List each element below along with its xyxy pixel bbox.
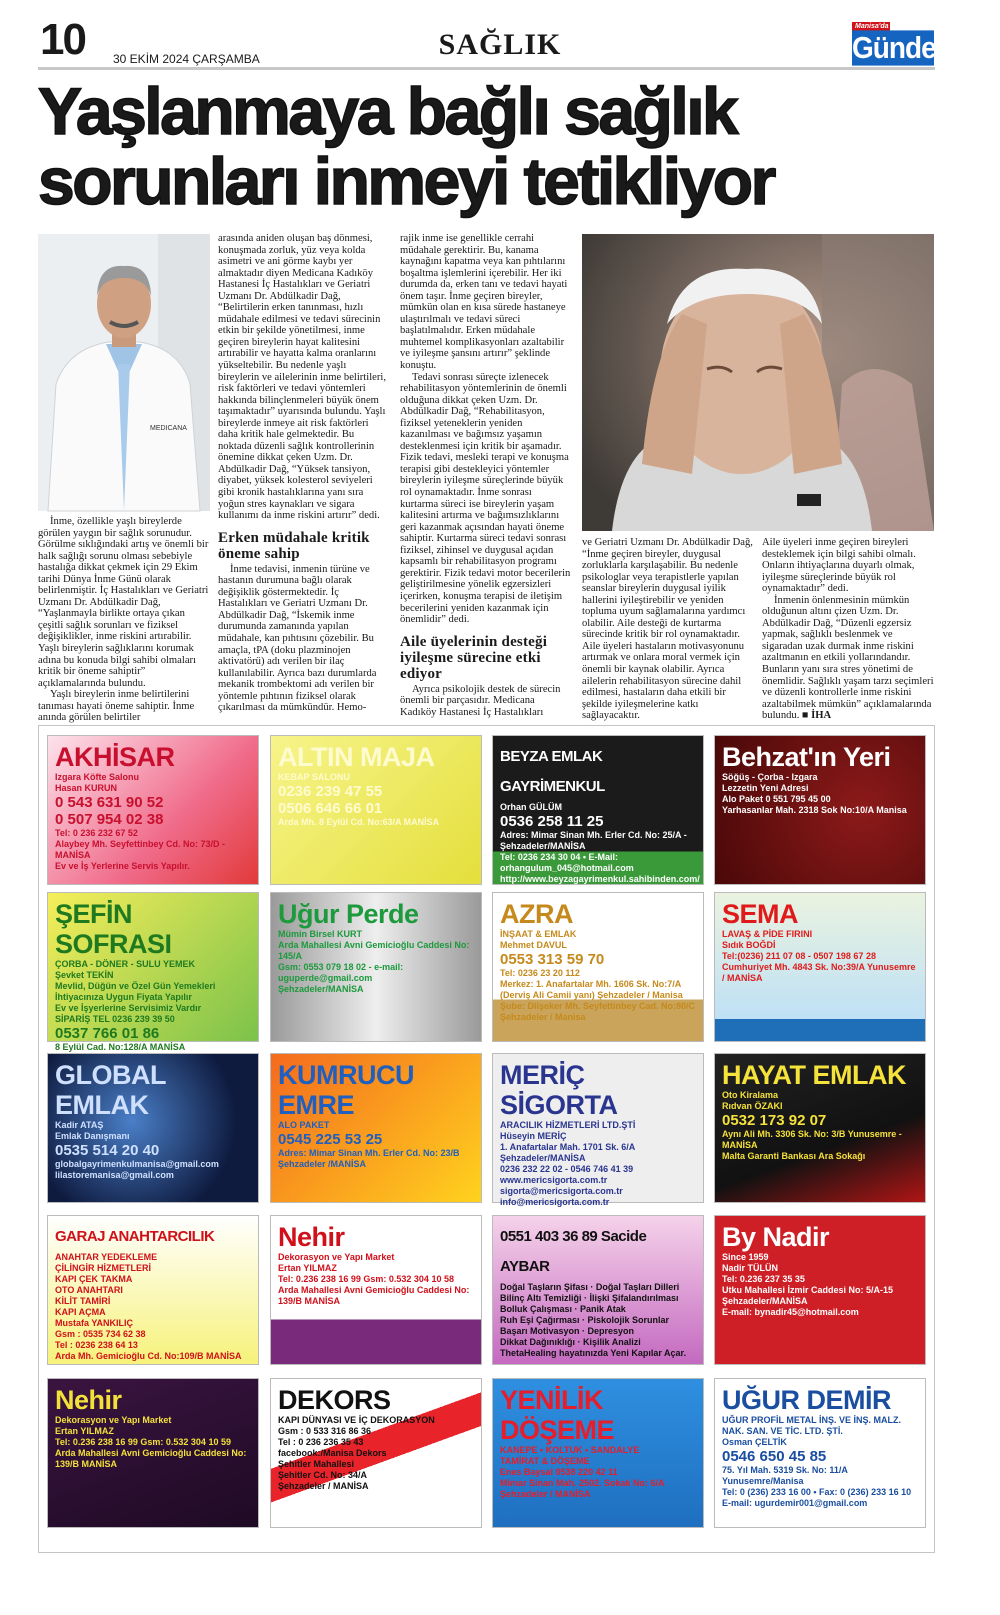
header-divider xyxy=(38,67,935,70)
ad-text: Arda Mahallesi Avni Gemicioğlu Caddesi No: 139/B MANİSA xyxy=(55,1448,247,1469)
ad-card xyxy=(492,1378,704,1528)
ad-card xyxy=(47,1215,259,1365)
article-paragraph xyxy=(762,595,934,722)
ad-text: Arda Mahallesi Avni Gemicioğlu Caddesi No: 145/A xyxy=(278,940,470,961)
ad-card xyxy=(714,1053,926,1203)
ad-text: Merkez: 1. Anafartalar Mh. 1606 Sk. No:7/A (Derviş Ali Camii yanı) Şehzadeler / Manisa xyxy=(500,979,683,1000)
ad-text: Lezzetin Yeni Adresi xyxy=(722,783,809,793)
ad-text: Şehzadeler / MANİSA xyxy=(278,1481,369,1491)
ad-text: Ertan YILMAZ xyxy=(55,1426,114,1436)
ad-text: Orhan GÜLÜM xyxy=(500,802,562,812)
ad-text: Tel: 0236 23 20 112 xyxy=(500,968,580,978)
ad-text: KİLİT TAMİRİ xyxy=(55,1296,111,1306)
ad-text: Malta Garanti Bankası Ara Sokağı xyxy=(722,1151,866,1161)
ad-title: AKHİSAR xyxy=(55,742,175,772)
ad-title: YENİLİK DÖŞEME xyxy=(500,1385,615,1445)
ad-text: Mimar Sinan Mah. 2502. Sokak No: 6/A Şehzadeler / MANİSA xyxy=(500,1478,665,1499)
ad-text: Dekorasyon ve Yapı Market xyxy=(55,1415,172,1425)
coat-logo-text: MEDICANA xyxy=(150,425,187,432)
ad-card xyxy=(714,1378,926,1528)
ad-text: 0 507 954 02 38 xyxy=(55,811,164,828)
article-column-4 xyxy=(582,537,754,720)
ad-text: Adres: Mimar Sinan Mh. Erler Cd. No: 25/A - Şehzadeler/MANİSA xyxy=(500,830,687,851)
ad-text: Osman ÇELTİK xyxy=(722,1437,787,1447)
ad-text: Bolluk Çalışması · Panik Atak xyxy=(500,1304,626,1314)
ad-text: Rıdvan ÖZAKI xyxy=(722,1101,783,1111)
ad-text: Şube: Dilşeker Mh. Seyfettinbey Cad. No:80/C Şehzadeler / Manisa xyxy=(500,1001,696,1022)
article-paragraph: Tedavi sonrası süreçte izlenecek rehabilitasyon yöntemlerinin de önemli olduğuna dikkat çeken Uzm. Dr. Abdülkadir Dağ, “Rehabilitasyon, fiziksel yeteneklerin yeniden kazanılması ve bağımsız yaşamın desteklenmesi için kritik bir aşamadır. Fizik tedavi, mesleki terapi ve konuşma terapisi gibi destekleyici yöntemler bireylerin iyileşme süreçlerinde büyük rol oynamaktadır. İnme sonrası kurtarma süreci ise bireylerin yaşam kalitesini artırma ve bağımsızlıklarını geri kazanmak açısından hayati öneme sahiptir. Kurtarma süreci tedavi sonrası fiziksel, zihinsel ve duygusal açıdan kapsamlı bir rehabilitasyon programı gerektirir. Fizik tedavi motor becerilerin geliştirilmesine yönelik egzersizleri içerirken, konuşma terapisi de iletişim becerilerini yeniden kazanmak için önemlidir” dedi. xyxy=(400,371,571,626)
ad-card xyxy=(270,1215,482,1365)
ad-text: Tel: 0.236 238 16 99 Gsm: 0.532 304 10 59 xyxy=(55,1437,231,1447)
ad-card xyxy=(270,1053,482,1203)
ad-text: KAPI AÇMA xyxy=(55,1307,106,1317)
ad-text: Arda Mh. Gemicioğlu Cd. No:109/B MANİSA xyxy=(55,1351,242,1361)
ad-title: By Nadir xyxy=(722,1222,830,1252)
ad-text: OTO ANAHTARI xyxy=(55,1285,123,1295)
ad-text: 8 Eylül Cad. No:128/A MANİSA xyxy=(55,1042,186,1052)
ad-text: Arda Mh. 8 Eylül Cd. No:63/A MANİSA xyxy=(278,817,440,827)
ad-card xyxy=(270,1378,482,1528)
ad-text: KAPI DÜNYASI VE İÇ DEKORASYON xyxy=(278,1415,435,1425)
subheading-early-intervention: Erken müdahale kritik öneme sahip xyxy=(218,529,370,562)
ad-text: Ev ve İş Yerlerine Servis Yapılır. xyxy=(55,861,190,871)
ad-text: 75. Yıl Mah. 5319 Sk. No: 11/A Yunusemre/Manisa xyxy=(722,1465,848,1486)
ad-title: SEMA xyxy=(722,899,799,929)
ad-text: Mümin Birsel KURT xyxy=(278,929,363,939)
headline-line-2: sorunları inmeyi tetikliyor xyxy=(38,144,774,218)
ad-card xyxy=(492,1215,704,1365)
subheading-family-support: Aile üyelerinin desteği iyileşme sürecine etki ediyor xyxy=(400,633,548,682)
ad-text: Tel: 0 (236) 233 16 00 • Fax: 0 (236) 233 16 10 xyxy=(722,1487,912,1497)
ad-text: Tel: 0.236 238 16 99 Gsm: 0.532 304 10 58 xyxy=(278,1274,454,1284)
ad-text: facebook:/Manisa Dekors xyxy=(278,1448,387,1458)
ad-text: Mustafa YANKILIÇ xyxy=(55,1318,134,1328)
article-paragraph: ve Geriatri Uzmanı Dr. Abdülkadir Dağ, “İnme geçiren bireyler, duygusal zorluklarla karşılaşabilir. Bu nedenle psikologlar veya terapistlerle yapılan seanslar bireylerin duygusal iyilik hallerini iyileştirebilir ve yeniden topluma uyum sağlamalarına yardımcı olabilir. Aile desteği de kurtarma sürecinde kritik bir rol oynamaktadır. Aile üyeleri hastaların motivasyonunu artırmak ve onlara moral vermek için önemli bir kaynak olabilir. Ayrıca ailelerin rehabilitasyon sürecine dahil edilmesi, hastaların daha etkili bir şekilde iyileşmelerine katkı sağlayacaktır. xyxy=(582,537,753,722)
ad-text: İNŞAAT & EMLAK xyxy=(500,929,577,939)
ad-text: ANAHTAR YEDEKLEME xyxy=(55,1252,158,1262)
ad-text: Tel: 0 236 232 67 52 xyxy=(55,828,138,838)
ad-title: Behzat'ın Yeri xyxy=(722,742,891,772)
ad-text: Sıdık BOĞDİ xyxy=(722,940,776,950)
ad-card xyxy=(492,735,704,885)
ad-title: 0551 403 36 89 Sacide AYBAR xyxy=(500,1228,647,1275)
ad-text: 0537 766 01 86 xyxy=(55,1025,160,1042)
ad-text: Oto Kiralama xyxy=(722,1090,779,1100)
ad-text: Mehmet DAVUL xyxy=(500,940,567,950)
ad-text: Ruh Eşi Çağırması · Piskolojik Sorunlar xyxy=(500,1315,670,1325)
ad-text: Izgara Köfte Salonu xyxy=(55,772,140,782)
ad-card xyxy=(714,1215,926,1365)
ad-text: SİPARİŞ TEL 0236 239 39 50 xyxy=(55,1014,175,1024)
ad-text: Cumhuriyet Mh. 4843 Sk. No:39/A Yunusemre / MANİSA xyxy=(722,962,916,983)
article-paragraph: İnme tedavisi, inmenin türüne ve hastanın durumuna bağlı olarak değişiklik göstermektedir. İç Hastalıkları ve Geriatri Uzmanı Dr. Abdülkadir Dağ, “İskemik inme durumunda zamanında yapılan müdahale, kan pıhtısını çözebilir. Bu amaçla, tPA (doku plazminojen aktivatörü) adı verilen bir ilaç kullanılabilir. Ayrıca bazı durumlarda mekanik trombektomi adı verilen bir yöntemle pıhtının fiziksel olarak çıkarılması da mümkündür. Hemo- xyxy=(218,563,377,714)
ad-title: Nehir xyxy=(55,1385,122,1415)
ad-text: Enes Baysal 0538 220 42 11 xyxy=(500,1467,618,1477)
section-title: SAĞLIK xyxy=(438,28,562,61)
ad-text: Gsm : 0535 734 62 38 xyxy=(55,1329,146,1339)
ad-text: www.mericsigorta.com.tr xyxy=(500,1175,608,1185)
ad-text: Utku Mahallesi İzmir Caddesi No: 5/A-15 Şehzadeler/MANİSA xyxy=(722,1285,894,1306)
ad-text: Hasan KURUN xyxy=(55,783,118,793)
ad-text: Tel: 0.236 237 35 35 xyxy=(722,1274,805,1284)
ad-text: Alaybey Mh. Seyfettinbey Cd. No: 73/D - MANİSA xyxy=(55,839,226,860)
ad-text: sigorta@mericsigorta.com.tr xyxy=(500,1186,623,1196)
article-paragraph: İnme, özellikle yaşlı bireylerde görülen yaygın bir sağlık sorunudur. Görülme sıklığındaki artış ve önemli bir halk sağlığı sorunu olması sebebiyle hastalığa dikkat çekmek için 29 Ekim tarihi Dünya İnme Günü olarak belirlenmiştir. İç Hastalıkları ve Geriatri Uzmanı Dr. Abdülkadir Dağ, “Yaşlanmayla birlikte ortaya çıkan çeşitli sağlık sorunları ve fiziksel değişiklikler, inme riskini artırabilir. Yaşlı bireylerin sağlıklarını korumak adına bu konuda bilgi sahibi olmaları kritik bir öneme sahiptir” açıklamalarında bulundu. xyxy=(38,516,209,689)
ad-text: Since 1959 xyxy=(722,1252,769,1262)
ad-text: ARACILIK HİZMETLERİ LTD.ŞTİ xyxy=(500,1120,636,1130)
ad-text: globalgayrimenkulmanisa@gmail.com xyxy=(55,1159,219,1169)
ad-title: GLOBAL EMLAK xyxy=(55,1060,166,1120)
ad-card xyxy=(492,1053,704,1207)
ad-text: Gsm: 0553 079 18 02 - e-mail: uguperde@gmail.com xyxy=(278,962,404,983)
article-column-5 xyxy=(762,537,934,720)
ad-card xyxy=(47,892,259,1052)
ad-text: Kadir ATAŞ xyxy=(55,1120,104,1130)
article-column-2 xyxy=(218,233,390,720)
ad-title: HAYAT EMLAK xyxy=(722,1060,907,1090)
ad-text: Tel: 0236 234 30 04 • E-Mail: orhangulum_045@hotmail.com xyxy=(500,852,634,873)
ad-text: Şehzadeler /MANİSA xyxy=(278,1159,367,1169)
ad-text: Aynı Ali Mh. 3306 Sk. No: 3/B Yunusemre - MANİSA xyxy=(722,1129,902,1150)
ad-text: Dekorasyon ve Yapı Market xyxy=(278,1252,395,1262)
ad-title: Uğur Perde xyxy=(278,899,419,929)
ad-text: Gsm : 0 533 316 86 36 xyxy=(278,1426,372,1436)
ad-card xyxy=(47,735,259,885)
ad-text: Mevlid, Düğün ve Özel Gün Yemekleri İhtiyacınıza Uygun Fiyata Yapılır xyxy=(55,981,216,1002)
ad-title: MERİÇ SİGORTA xyxy=(500,1060,618,1120)
ad-card xyxy=(714,735,926,885)
ad-text: Söğüş - Çorba - Izgara xyxy=(722,772,818,782)
ad-text: Tel : 0 236 236 35 43 xyxy=(278,1437,364,1447)
headline xyxy=(38,76,938,216)
issue-date: 30 EKİM 2024 ÇARŞAMBA xyxy=(113,52,260,66)
ad-text: Şehitler Mahallesi xyxy=(278,1459,355,1469)
ad-text: KEBAP SALONU xyxy=(278,772,350,782)
ad-text: UĞUR PROFİL METAL İNŞ. VE İNŞ. MALZ. NAK. SAN. VE TİC. LTD. ŞTİ. xyxy=(722,1415,902,1436)
ad-title: ŞEFİN SOFRASI xyxy=(55,899,172,959)
ad-text: Ertan YILMAZ xyxy=(278,1263,337,1273)
ad-text: Şevket TEKİN xyxy=(55,970,114,980)
article-column-1 xyxy=(38,516,210,724)
ad-text: ÇİLİNGİR HİZMETLERİ xyxy=(55,1263,151,1273)
article-column-3 xyxy=(400,233,572,720)
ad-text: Adres: Mimar Sinan Mh. Erler Cd. No: 23/B xyxy=(278,1148,460,1158)
article-paragraph: arasında aniden oluşan baş dönmesi, konuşmada zorluk, yüz veya kolda asimetri ve ani görme kaybı yer almaktadır diyen Medicana Kadıköy Hastanesi İç Hastalıkları ve Geriatri Uzmanı Dr. Abdülkadir Dağ, “Belirtilerin erken tanınması, hızlı müdahale edilmesi ve tedavi sürecinin etkin bir şekilde yönetilmesi, inme geçiren bireylerin hayat kalitesini artırabilir ve hayatta kalma oranlarını yükseltebilir. Bu nedenle yaşlı bireylerin ve ailelerinin inme belirtileri, risk faktörleri ve tedavi yöntemleri hakkında bilinçlenmeleri büyük önem taşımaktadır” uyarısında bulundu. Yaşlı bireylerde inmeye ait risk faktörleri daha kritik hale gelmektedir. Bu noktada düzenli sağlık kontrollerinin önemine dikkat çeken Uzm. Dr. Abdülkadir Dağ, “Yüksek tansiyon, diyabet, yüksek kolesterol seviyeleri gibi kronik hastalıklarına yanı sıra yoğun stres kaynakları ve sigara kullanımı da inme riskini artırır” dedi. xyxy=(218,233,386,522)
ad-text: Şehzadeler/MANİSA xyxy=(278,984,364,994)
headline-line-1: Yaşlanmaya bağlı sağlık xyxy=(38,74,737,148)
ad-text: lilastoremanisa@gmail.com xyxy=(55,1170,174,1180)
ad-card xyxy=(47,1053,259,1203)
ad-title: GARAJ ANAHTARCILIK xyxy=(55,1228,215,1245)
ad-text: 0553 313 59 70 xyxy=(500,951,605,968)
ad-title: UĞUR DEMİR xyxy=(722,1385,891,1415)
article-paragraph: rajik inme ise genellikle cerrahi müdahale gerektirir. Bu, kanama kaynağını kapatma veya kan pıhtılarını boşaltma işlemlerini içerebilir. Her iki durumda da, erken tanı ve tedavi hayati önem taşır. İnme geçiren bireyler, mümkün olan en kısa sürede hastaneye ulaştırılmalı ve tedavi süreci başlatılmalıdır. Erken müdahale muhtemel komplikasyonları azaltabilir ve iyileşme şansını artırır” şeklinde konuştu. xyxy=(400,233,568,372)
ad-text: 0545 225 53 25 xyxy=(278,1131,383,1148)
ad-text: Hüseyin MERİÇ xyxy=(500,1131,567,1141)
ad-text: LAVAŞ & PİDE FIRINI xyxy=(722,929,813,939)
ad-text: Bilinç Altı Temizliği · İlişki Şifalandırılması xyxy=(500,1293,679,1303)
ad-text: 0535 514 20 40 xyxy=(55,1142,160,1159)
ad-card xyxy=(47,1378,259,1528)
ad-text: 0 543 631 90 52 xyxy=(55,794,164,811)
ad-card xyxy=(270,892,482,1042)
ad-text: Doğal Taşların Şifası · Doğal Taşları Dilleri xyxy=(500,1282,680,1292)
ad-text: ThetaHealing hayatınızda Yeni Kapılar Açar. xyxy=(500,1348,687,1358)
ad-text: ALO PAKET xyxy=(278,1120,330,1130)
ad-title: AZRA xyxy=(500,899,573,929)
article-paragraph-text: İnmenin önlenmesinin mümkün olduğunun altını çizen Uzm. Dr. Abdülkadir Dağ, “Düzenli egzersiz yapmak, sağlıklı beslenmek ve sigaradan uzak durmak inme riskini azaltmanın en etkili yollarındandır. Bunların yanı sıra stres yönetimi de önemlidir. Sağlıklı yaşam tarzı seçimleri ve düzenli kontrollerle inme riskini azaltabilmek mümkün” açıklamalarında bulundu. xyxy=(762,594,934,722)
ad-text: 0532 173 92 07 xyxy=(722,1112,827,1129)
ad-text: 0536 258 11 25 xyxy=(500,813,604,830)
ad-text: http://www.beyzagayrimenkul.sahibinden.com/ xyxy=(500,874,700,884)
ad-text: Başarı Motivasyon · Depresyon xyxy=(500,1326,635,1336)
ad-card xyxy=(714,892,926,1042)
ad-text: Tel:(0236) 211 07 08 - 0507 198 67 28 xyxy=(722,951,876,961)
ad-title: BEYZA EMLAK GAYRİMENKUL xyxy=(500,748,605,795)
ad-text: Emlak Danışmanı xyxy=(55,1131,130,1141)
ad-text: E-mail: ugurdemir001@gmail.com xyxy=(722,1498,868,1508)
ad-title: Nehir xyxy=(278,1222,345,1252)
advertisement-section xyxy=(38,725,935,1553)
ad-title: ALTIN MAJA xyxy=(278,742,435,772)
logo-tagline: Manisa'da xyxy=(852,22,890,31)
page-number: 10 xyxy=(40,15,85,64)
logo-wordmark: Gündem xyxy=(852,30,960,65)
ad-text: Dikkat Dağınıklığı · Kişilik Analizi xyxy=(500,1337,641,1347)
ad-title: DEKORS xyxy=(278,1385,391,1415)
ad-text: KANEPE • KOLTUK • SANDALYE xyxy=(500,1445,640,1455)
ad-text: 1. Anafartalar Mah. 1701 Sk. 6/A Şehzadeler/MANİSA xyxy=(500,1142,635,1163)
ad-text: 0236 239 47 55 xyxy=(278,783,383,800)
ad-title: KUMRUCU EMRE xyxy=(278,1060,414,1120)
ad-card xyxy=(270,735,482,885)
ad-text: Arda Mahallesi Avni Gemicioğlu Caddesi No: 139/B MANİSA xyxy=(278,1285,470,1306)
doctor-photo xyxy=(38,234,210,511)
ad-text: 0506 646 66 01 xyxy=(278,800,383,817)
ad-card xyxy=(492,892,704,1042)
ad-text: Yarhasanlar Mah. 2318 Sok No:10/A Manisa xyxy=(722,805,907,815)
ad-text: Şehitler Cd. No: 34/A xyxy=(278,1470,368,1480)
ad-text: E-mail: bynadir45@hotmail.com xyxy=(722,1307,859,1317)
ad-text: Ev ve İşyerlerine Servisimiz Vardır xyxy=(55,1003,202,1013)
article-paragraph: Aile üyeleri inme geçiren bireyleri desteklemek için bilgi sahibi olmalı. Onların ihtiyaçlarına duyarlı olmak, iyileşme süreçlerinde büyük rol oynamaktadır” dedi. xyxy=(762,537,916,595)
elderly-man-headache-photo xyxy=(582,234,934,531)
agency-credit: ■ İHA xyxy=(802,710,832,722)
article-paragraph: Ayrıca psikolojik destek de sürecin önemli bir parçasıdır. Medicana Kadıköy Hastanesi İç Hastalıkları xyxy=(400,683,561,718)
ad-text: Alo Paket 0 551 795 45 00 xyxy=(722,794,831,804)
ad-text: ÇORBA - DÖNER - SULU YEMEK xyxy=(55,959,196,969)
article-paragraph: Yaşlı bireylerin inme belirtilerini tanıması hayati öneme sahiptir. İnme anında görülen belirtiler xyxy=(38,689,195,724)
ad-text: Tel : 0236 238 64 13 xyxy=(55,1340,138,1350)
ad-text: info@mericsigorta.com.tr xyxy=(500,1197,610,1207)
ad-text: TAMİRAT & DÖŞEME xyxy=(500,1456,590,1466)
ad-text: 0546 650 45 85 xyxy=(722,1448,827,1465)
ad-text: Nadir TÜLÜN xyxy=(722,1263,778,1273)
ad-text: 0236 232 22 02 - 0546 746 41 39 xyxy=(500,1164,634,1174)
ad-text: KAPI ÇEK TAKMA xyxy=(55,1274,133,1284)
newspaper-logo xyxy=(852,22,960,65)
